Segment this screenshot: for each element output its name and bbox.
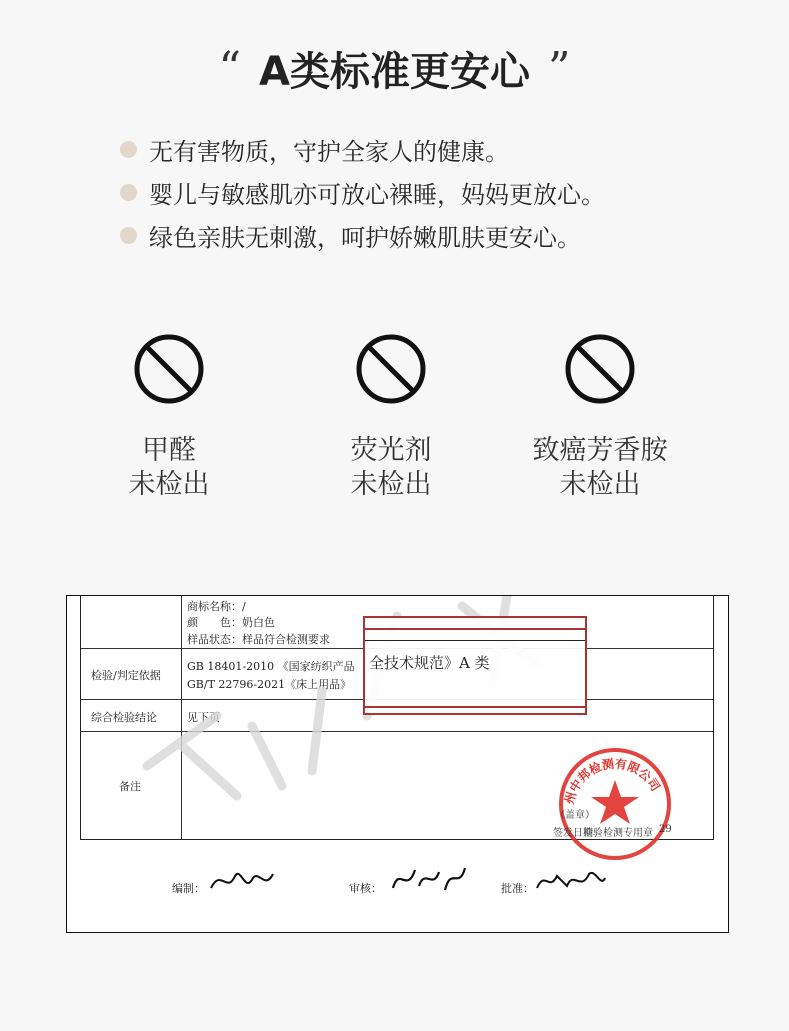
ban-status: 未检出 <box>350 469 432 500</box>
bullet-dot-icon <box>120 184 137 201</box>
standard-highlight <box>363 616 587 715</box>
stamp-seal-label: （盖章） <box>555 810 595 821</box>
prohibited-icon <box>563 332 637 406</box>
basis-line-2: GB/T 22796-2021《床上用品》 <box>187 678 352 691</box>
compiled-label: 编制： <box>172 882 205 895</box>
remarks-label: 备注 <box>119 780 141 793</box>
approved-label: 批准： <box>501 882 534 895</box>
date-fragment: 29 <box>659 824 672 835</box>
ban-label: 荧光剂 <box>350 435 432 466</box>
prohibited-icon <box>354 332 428 406</box>
highlight-text: 全技术规范》A 类 <box>369 654 490 672</box>
benefit-list <box>120 128 605 257</box>
reviewed-label: 审核： <box>349 882 382 895</box>
basis-label: 检验/判定依据 <box>91 669 161 682</box>
benefit-item <box>120 128 605 171</box>
sample-status-field: 样品状态：样品符合检测要求 <box>187 633 330 646</box>
basis-line-1: GB 18401-2010 《国家纺织产品 <box>187 660 355 673</box>
benefit-item <box>120 171 605 214</box>
ban-status: 未检出 <box>559 469 641 500</box>
bullet-dot-icon <box>120 227 137 244</box>
signature-compiled <box>207 864 277 898</box>
ban-formaldehyde <box>49 332 289 502</box>
red-seal-stamp <box>555 744 675 864</box>
headline-text: A类标准更安心 <box>259 49 530 95</box>
stamp-special-text: 检验检测专用章 <box>583 828 653 839</box>
open-quote: “ <box>218 43 242 94</box>
conclusion-label: 综合检验结论 <box>91 711 157 724</box>
conclusion-value: 见下页 <box>187 711 220 724</box>
headline <box>0 40 789 97</box>
stamp-text: 州中邦检测有限公司 <box>562 756 663 806</box>
ban-fluorescent <box>271 332 511 502</box>
trademark-field: 商标名称：/ <box>187 600 246 613</box>
signature-reviewed <box>389 860 469 900</box>
ban-label: 致癌芳香胺 <box>532 435 668 466</box>
benefit-text: 婴儿与敏感肌亦可放心裸睡，妈妈更放心。 <box>149 181 605 209</box>
benefit-text: 无有害物质，守护全家人的健康。 <box>149 138 509 166</box>
ban-status: 未检出 <box>128 469 210 500</box>
prohibited-icon <box>132 332 206 406</box>
close-quote: ” <box>547 43 571 94</box>
ban-label: 甲醛 <box>142 435 196 466</box>
signature-approved <box>533 864 609 898</box>
issue-date-label: 签发日期 <box>553 828 593 839</box>
bullet-dot-icon <box>120 141 137 158</box>
color-field: 颜 色：奶白色 <box>187 616 275 629</box>
test-report <box>66 595 729 933</box>
benefit-text: 绿色亲肤无刺激，呵护娇嫩肌肤更安心。 <box>149 224 581 252</box>
ban-amine <box>480 332 720 502</box>
benefit-item <box>120 214 605 257</box>
